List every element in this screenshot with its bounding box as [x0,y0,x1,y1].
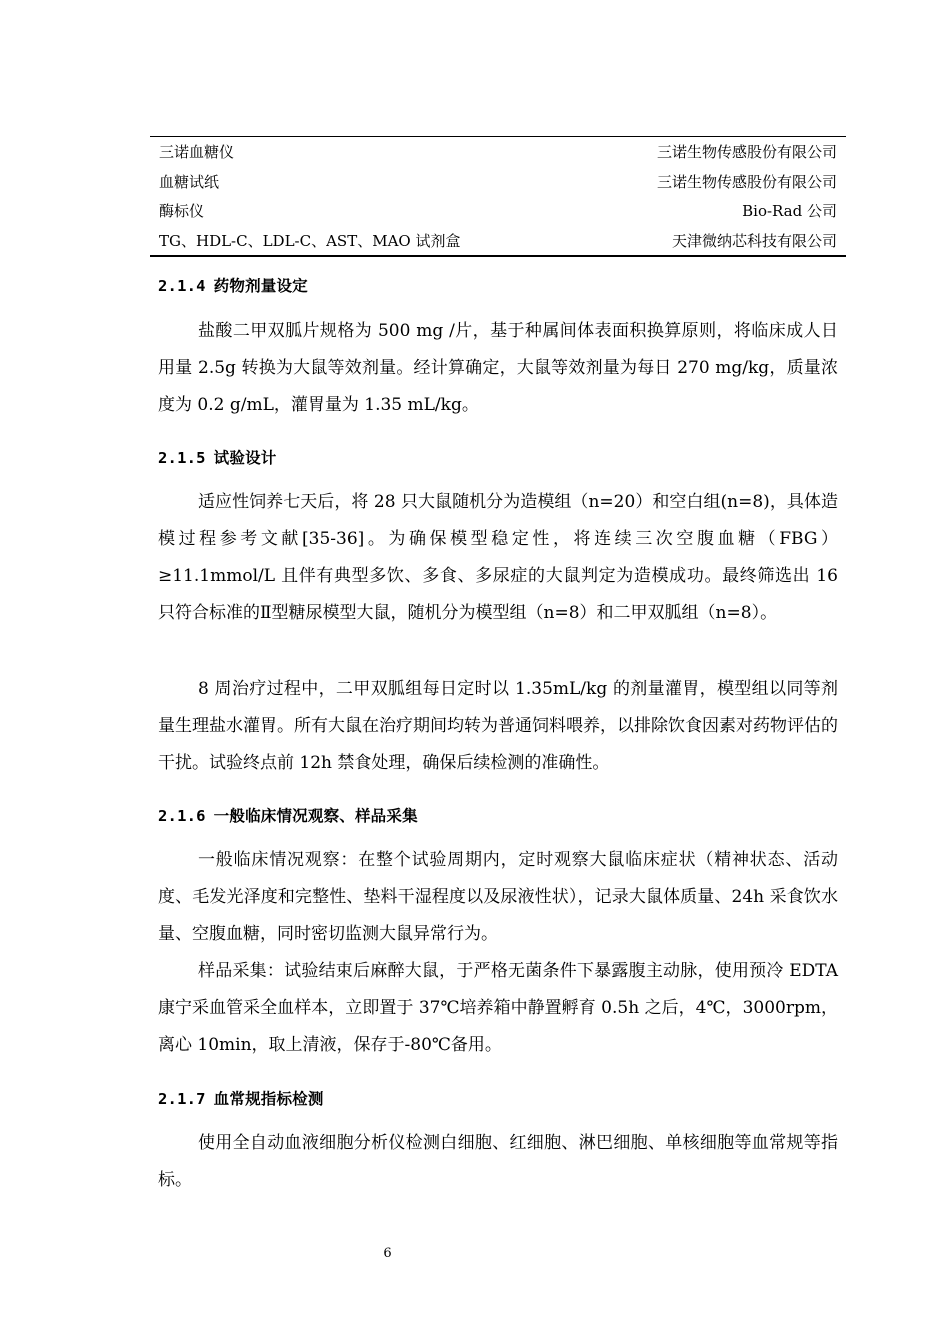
paragraph: 一般临床情况观察：在整个试验周期内，定时观察大鼠临床症状（精神状态、活动度、毛发光泽度和完整性、垫料干湿程度以及尿液性状），记录大鼠体质量、24h 采食饮水量、空腹血糖，同时密切监测大鼠异常行为。 [158,850,838,944]
section-number: 2.1.6 [158,807,206,825]
table-row [150,167,846,197]
reagent-name: 酶标仪 [159,202,205,221]
section-heading-2-1-5 [158,446,276,468]
section-number: 2.1.5 [158,449,206,467]
section-heading-2-1-6 [158,804,418,826]
reagent-name: TG、HDL-C、LDL-C、AST、MAO 试剂盒 [159,231,461,250]
table-row [150,226,846,256]
paragraph: 8 周治疗过程中，二甲双胍组每日定时以 1.35mL/kg 的剂量灌胃，模型组以同等剂量生理盐水灌胃。所有大鼠在治疗期间均转为普通饲料喂养，以排除饮食因素对药物评估的干扰。试验终点前 12h 禁食处理，确保后续检测的准确性。 [158,679,838,773]
section-title: 试验设计 [213,449,277,467]
section-number: 2.1.4 [158,277,206,295]
reagent-table [150,136,846,257]
paragraph: 适应性饲养七天后，将 28 只大鼠随机分为造模组（n=20）和空白组(n=8)，具体造模过程参考文献[35-36]。为确保模型稳定性，将连续三次空腹血糖（FBG）≥11.1mmol/L 且伴有典型多饮、多食、多尿症的大鼠判定为造模成功。最终筛选出 16 只符合标准的Ⅱ型糖尿模型大鼠，随机分为模型组（n=8）和二甲双胍组（n=8）。 [158,492,838,623]
reagent-vendor: Bio-Rad 公司 [742,202,837,221]
reagent-vendor: 天津微纳芯科技有限公司 [671,231,837,250]
paragraph: 使用全自动血液细胞分析仪检测白细胞、红细胞、淋巴细胞、单核细胞等血常规等指标。 [158,1133,838,1190]
reagent-name: 血糖试纸 [159,172,220,191]
reagent-vendor: 三诺生物传感股份有限公司 [656,143,837,162]
table-row [150,196,846,226]
section-heading-2-1-4 [158,274,308,296]
section-title: 一般临床情况观察、样品采集 [213,807,418,825]
section-title: 药物剂量设定 [213,277,308,295]
section-number: 2.1.7 [158,1090,206,1108]
paragraph: 盐酸二甲双胍片规格为 500 mg /片，基于种属间体表面积换算原则，将临床成人日用量 2.5g 转换为大鼠等效剂量。经计算确定，大鼠等效剂量为每日 270 mg/kg，质量浓度为 0.2 g/mL，灌胃量为 1.35 mL/kg。 [158,321,838,415]
page-number: 6 [383,1246,392,1261]
section-heading-2-1-7 [158,1087,324,1109]
paragraph: 样品采集：试验结束后麻醉大鼠，于严格无菌条件下暴露腹主动脉，使用预冷 EDTA 康宁采血管采全血样本，立即置于 37℃培养箱中静置孵育 0.5h 之后，4℃，3000rpm，离心 10min，取上清液，保存于-80℃备用。 [158,961,838,1055]
section-title: 血常规指标检测 [213,1090,324,1108]
reagent-vendor: 三诺生物传感股份有限公司 [656,172,837,191]
reagent-name: 三诺血糖仪 [159,143,235,162]
table-row [150,137,846,167]
